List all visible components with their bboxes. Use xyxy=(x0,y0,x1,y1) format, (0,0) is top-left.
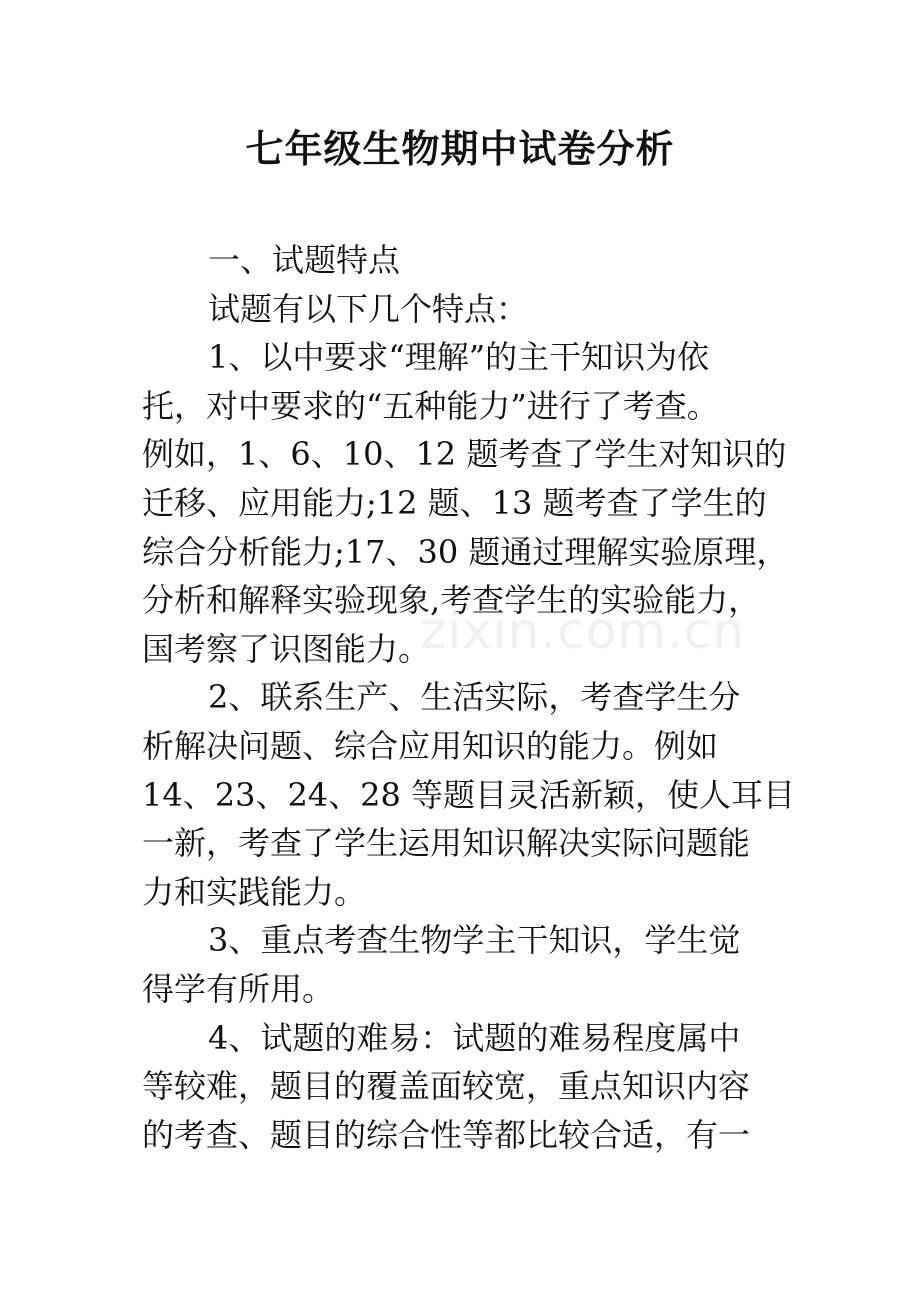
paragraph-line: 等较难，题目的覆盖面较宽，重点知识内容 xyxy=(142,1067,751,1106)
paragraph-line: 2、联系生产、生活实际，考查学生分 xyxy=(208,678,741,717)
paragraph-line: 国考察了识图能力。 xyxy=(142,629,431,668)
paragraph-line: 4、试题的难易：试题的难易程度属中 xyxy=(208,1018,741,1057)
paragraph-line: 一新，考查了学生运用知识解决实际问题能 xyxy=(142,824,751,863)
paragraph-line: 的考查、题目的综合性等都比较合适，有一 xyxy=(142,1115,751,1154)
paragraph-line: 例如，1、6、10、12 题考查了学生对知识的 xyxy=(142,435,787,474)
paragraph-line: 综合分析能力;17、30 题通过理解实验原理， xyxy=(142,532,789,571)
document-title: 七年级生物期中试卷分析 xyxy=(245,126,675,171)
paragraph-line: 析解决问题、综合应用知识的能力。例如 xyxy=(142,726,719,765)
paragraph-line: 力和实践能力。 xyxy=(142,872,367,911)
paragraph-line: 3、重点考查生物学主干知识，学生觉 xyxy=(208,921,741,960)
paragraph-line: 得学有所用。 xyxy=(142,969,335,1008)
paragraph-line: 托，对中要求的“五种能力”进行了考查。 xyxy=(142,386,719,425)
paragraph-line: 试题有以下几个特点： xyxy=(208,289,529,328)
paragraph-line: 1、以中要求“理解”的主干知识为依 xyxy=(208,338,710,377)
paragraph-line: 分析和解释实验现象,考查学生的实验能力， xyxy=(142,581,761,620)
paragraph-line: 14、23、24、28 等题目灵活新颖，使人耳目 xyxy=(142,775,796,814)
watermark-text: zixin.com.cn xyxy=(420,602,746,660)
paragraph-line: 迁移、应用能力;12 题、13 题考查了学生的 xyxy=(142,483,767,522)
section-heading: 一、试题特点 xyxy=(208,241,401,279)
document-body xyxy=(142,236,796,1159)
